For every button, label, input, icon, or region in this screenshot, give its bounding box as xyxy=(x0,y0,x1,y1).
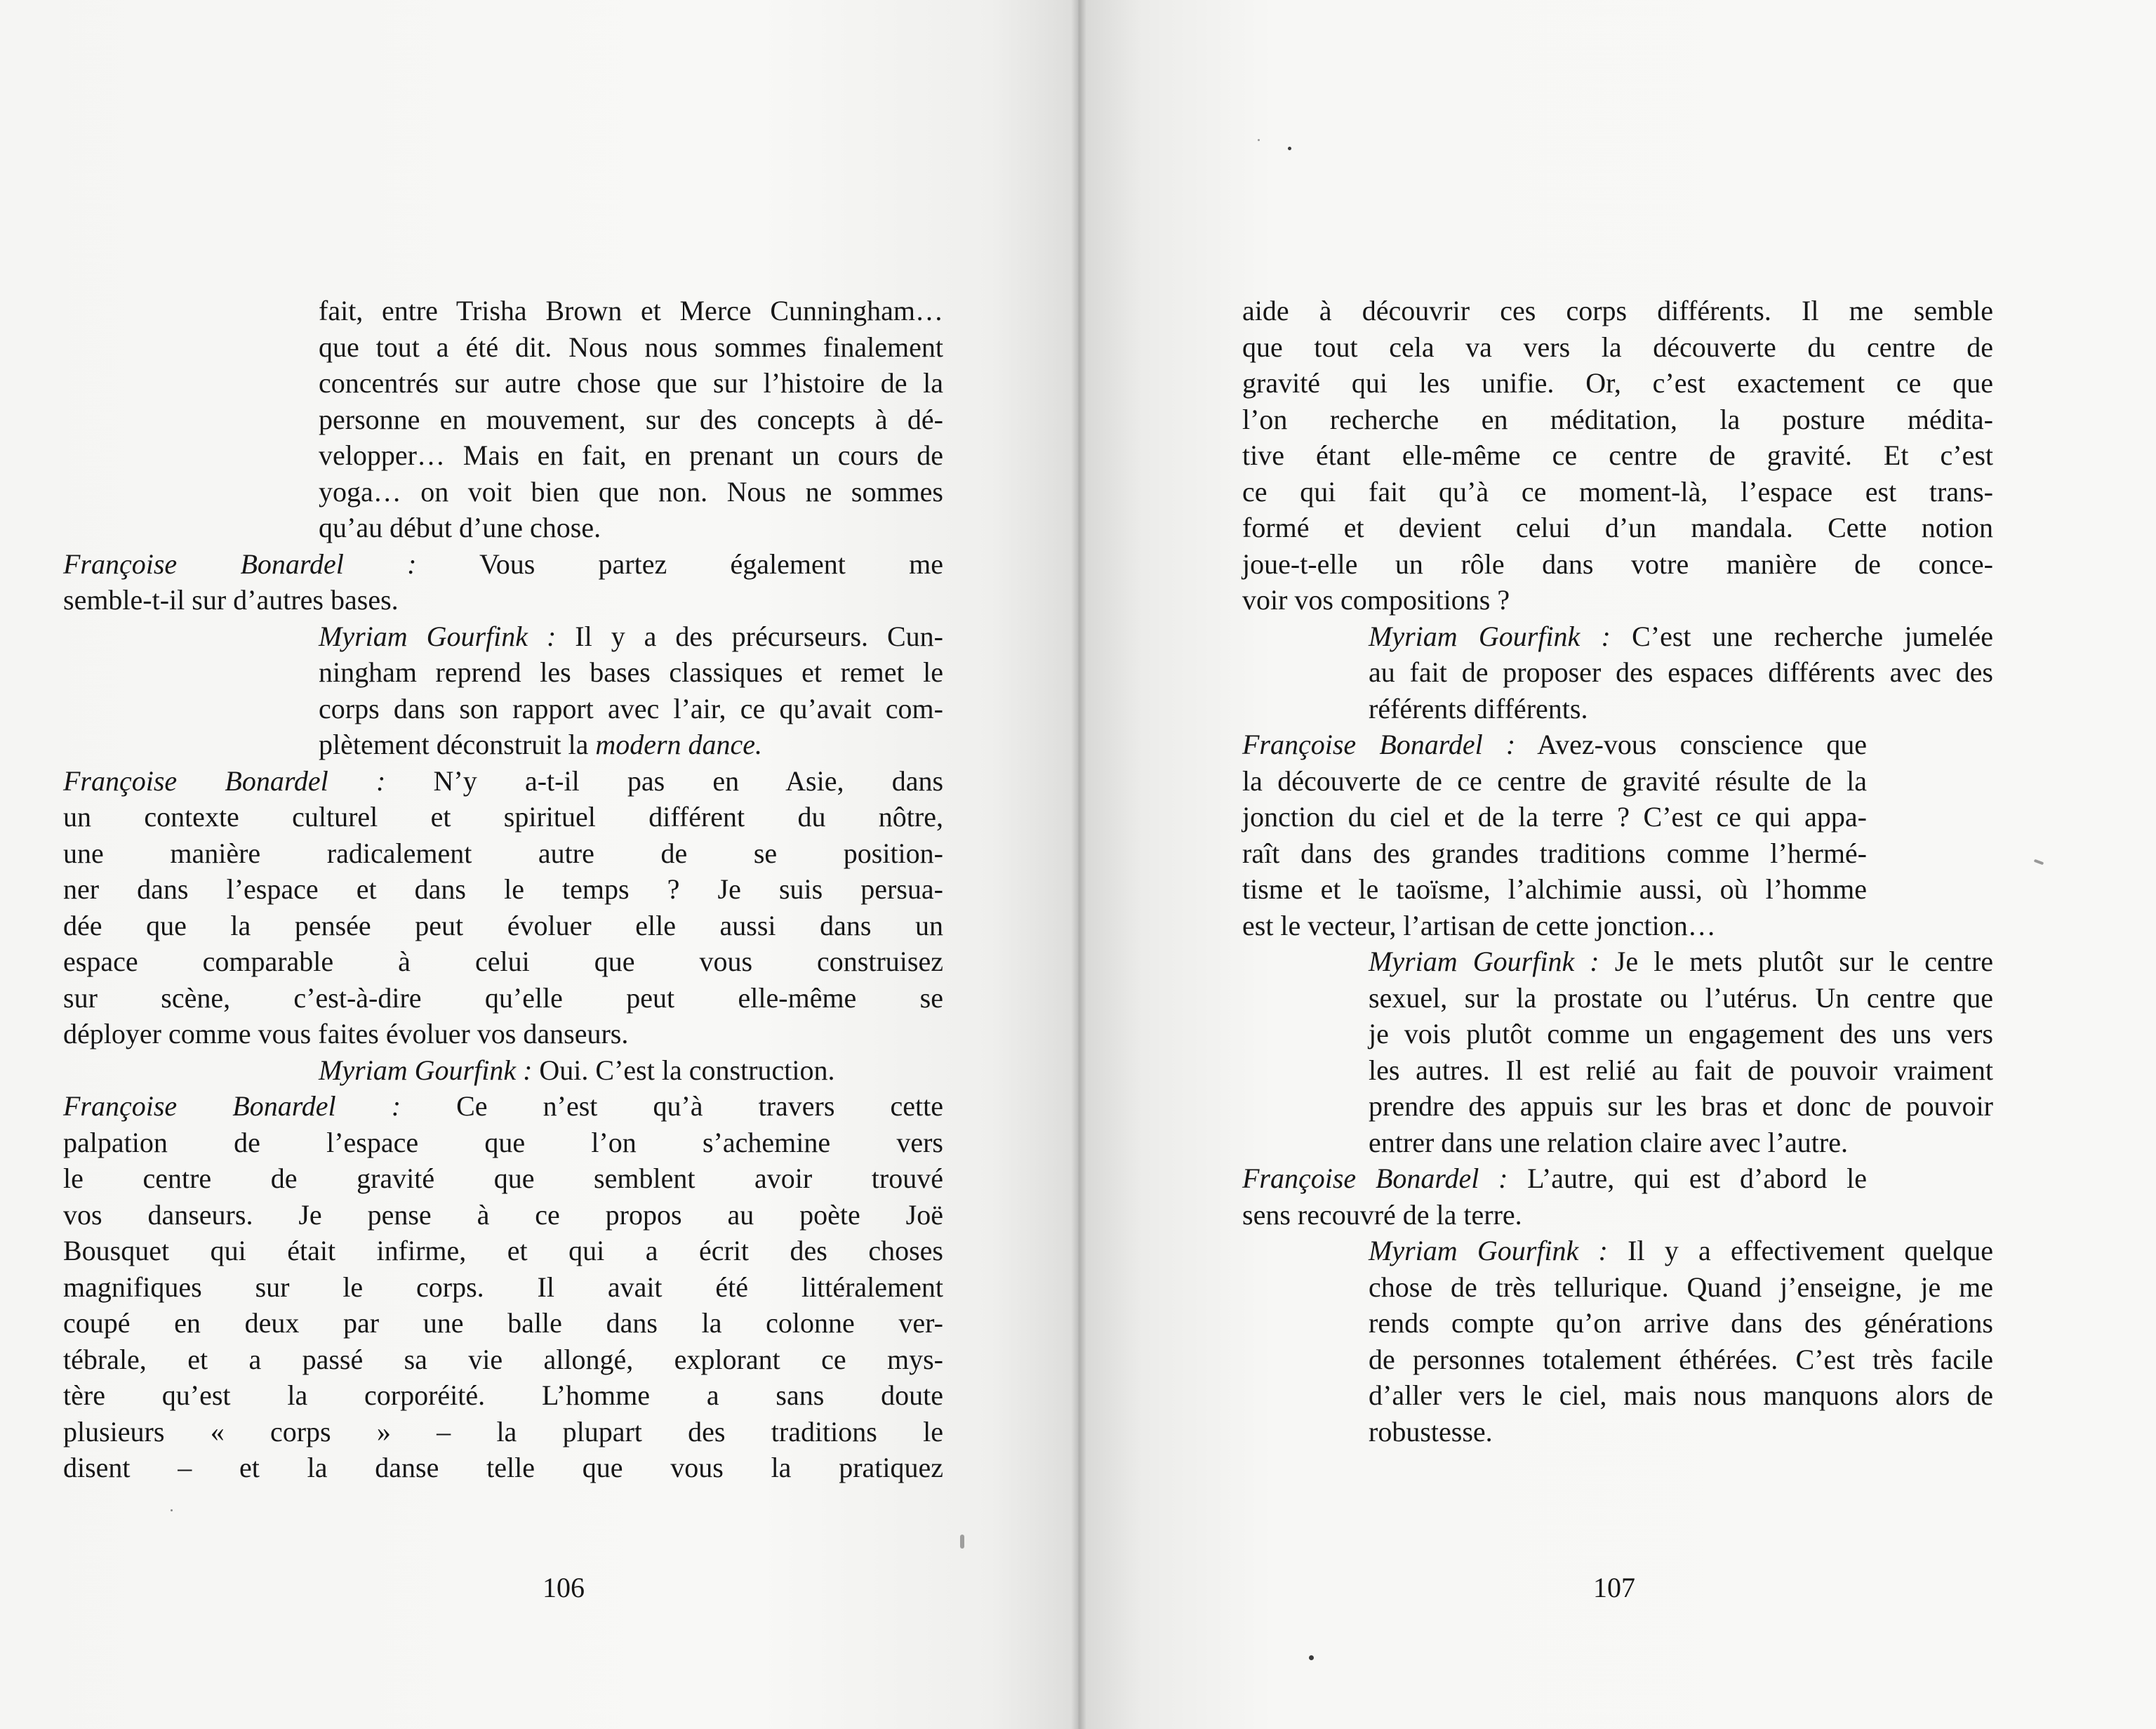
speech-text: Il y a des précurseurs. Cun- xyxy=(575,620,943,652)
speaker-name: Myriam Gourfink : xyxy=(319,1054,533,1086)
text-line: un contexte culturel et spirituel différent du nôtre, xyxy=(63,801,943,833)
text-line: au fait de proposer des espaces différents avec des xyxy=(1369,656,1993,688)
text-line: sexuel, sur la prostate ou l’utérus. Un centre que xyxy=(1369,981,1993,1014)
speech-text: L’autre, qui est d’abord le xyxy=(1527,1162,1868,1194)
text-line: prendre des appuis sur les bras et donc de pouvoir xyxy=(1369,1090,1993,1122)
left-page-text xyxy=(63,293,944,1486)
speech-text: Je le mets plutôt sur le centre xyxy=(1614,946,1993,977)
scan-speck xyxy=(1288,147,1291,150)
text-line xyxy=(319,727,943,763)
text-line: déployer comme vous faites évoluer vos danseurs. xyxy=(63,1018,629,1049)
speech-text: Avez-vous conscience que xyxy=(1537,729,1868,760)
text-line: voir vos compositions ? xyxy=(1242,584,1510,616)
text-line: est le vecteur, l’artisan de cette jonction… xyxy=(1242,909,1716,941)
text-line: Bousquet qui était infirme, et qui a écrit des choses xyxy=(63,1235,943,1266)
speaker-line xyxy=(319,1052,943,1089)
text-line: raît dans des grandes traditions comme l’hermé- xyxy=(1242,837,1867,869)
speech-text: plètement déconstruit la xyxy=(319,729,589,760)
text-line: les autres. Il est relié au fait de pouvoir vraiment xyxy=(1369,1054,1993,1086)
text-line: qu’au début d’une chose. xyxy=(319,512,601,543)
text-line: dée que la pensée peut évoluer elle aussi dans un xyxy=(63,909,943,941)
speech-text: Oui. C’est la construction. xyxy=(539,1054,835,1086)
text-line: chose de très tellurique. Quand j’enseigne, je me xyxy=(1369,1271,1993,1303)
speaker-line xyxy=(63,1088,943,1125)
text-line: que tout cela va vers la découverte du centre de xyxy=(1242,331,1993,363)
speaker-line xyxy=(1242,727,1867,763)
text-line: magnifiques sur le corps. Il avait été littéralement xyxy=(63,1271,943,1303)
text-line: référents différents. xyxy=(1369,692,1588,724)
text-line: sens recouvré de la terre. xyxy=(1242,1198,1522,1231)
text-line: la découverte de ce centre de gravité résulte de la xyxy=(1242,764,1867,797)
text-line: tébrale, et a passé sa vie allongé, explorant ce mys- xyxy=(63,1343,943,1375)
emphasis-text: modern dance. xyxy=(595,729,763,760)
speaker-name: Myriam Gourfink : xyxy=(1369,946,1599,977)
text-line: formé et devient celui d’un mandala. Cette notion xyxy=(1242,512,1993,543)
text-line: plusieurs « corps » – la plupart des traditions le xyxy=(63,1415,943,1448)
text-line: tère qu’est la corporéité. L’homme a sans doute xyxy=(63,1379,943,1411)
text-line: le centre de gravité que semblent avoir trouvé xyxy=(63,1162,943,1194)
scan-speck xyxy=(960,1535,964,1549)
speaker-name: Myriam Gourfink : xyxy=(319,620,557,652)
speaker-line xyxy=(1242,1160,1867,1197)
speaker-line xyxy=(1369,618,1993,655)
text-line: une manière radicalement autre de se position- xyxy=(63,837,943,869)
speech-text: C’est une recherche jumelée xyxy=(1632,620,1993,652)
text-line: coupé en deux par une balle dans la colonne ver- xyxy=(63,1307,943,1339)
text-line: l’on recherche en méditation, la posture médita- xyxy=(1242,403,1993,435)
text-line: aide à découvrir ces corps différents. Il me semble xyxy=(1242,295,1993,326)
page-number-right: 107 xyxy=(1593,1572,1635,1603)
text-line: ningham reprend les bases classiques et remet le xyxy=(319,656,943,688)
text-line: tisme et le taoïsme, l’alchimie aussi, où l’homme xyxy=(1242,873,1867,905)
scan-speck xyxy=(1309,1655,1314,1660)
text-line: je vois plutôt comme un engagement des uns vers xyxy=(1369,1018,1993,1049)
speech-text: Il y a effectivement quelque xyxy=(1628,1235,1993,1266)
text-line: ner dans l’espace et dans le temps ? Je suis persua- xyxy=(63,873,943,905)
speaker-name: Françoise Bonardel : xyxy=(1242,729,1516,760)
speech-text: N’y a-t-il pas en Asie, dans xyxy=(433,764,944,797)
text-line: vos danseurs. Je pense à ce propos au poète Joë xyxy=(63,1198,943,1231)
text-line: semble-t-il sur d’autres bases. xyxy=(63,584,399,616)
page-number-left: 106 xyxy=(543,1572,585,1603)
speaker-line xyxy=(63,546,943,583)
speaker-name: Myriam Gourfink : xyxy=(1369,620,1611,652)
text-line: jonction du ciel et de la terre ? C’est ce qui appa- xyxy=(1242,801,1867,833)
speaker-line xyxy=(319,618,943,655)
text-line: sur scène, c’est-à-dire qu’elle peut elle-même se xyxy=(63,981,943,1014)
text-line: rends compte qu’on arrive dans des générations xyxy=(1369,1307,1993,1339)
speaker-name: Myriam Gourfink : xyxy=(1369,1235,1608,1266)
speech-text: Ce n’est qu’à travers cette xyxy=(456,1090,944,1122)
text-line: gravité qui les unifie. Or, c’est exactement ce que xyxy=(1242,367,1993,399)
speaker-line xyxy=(1369,1233,1993,1269)
speaker-name: Françoise Bonardel : xyxy=(63,764,386,797)
text-line: palpation de l’espace que l’on s’achemine vers xyxy=(63,1126,943,1158)
text-line: tive étant elle-même ce centre de gravité. Et c’est xyxy=(1242,439,1993,471)
text-line: joue-t-elle un rôle dans votre manière de conce- xyxy=(1242,548,1993,580)
text-line: concentrés sur autre chose que sur l’histoire de la xyxy=(319,367,943,399)
text-line: corps dans son rapport avec l’air, ce qu’avait com- xyxy=(319,692,943,724)
scan-speck xyxy=(1258,139,1260,141)
speaker-line xyxy=(63,763,943,800)
speaker-name: Françoise Bonardel : xyxy=(1242,1162,1508,1194)
text-line: que tout a été dit. Nous nous sommes finalement xyxy=(319,331,943,363)
speaker-name: Françoise Bonardel : xyxy=(63,1090,401,1122)
text-line: entrer dans une relation claire avec l’autre. xyxy=(1369,1126,1848,1158)
text-line: robustesse. xyxy=(1369,1415,1493,1448)
speech-text: Vous partez également me xyxy=(479,548,944,580)
scan-speck xyxy=(171,1509,173,1511)
text-line: disent – et la danse telle que vous la pratiquez xyxy=(63,1452,943,1483)
text-line: de personnes totalement éthérées. C’est très facile xyxy=(1369,1343,1993,1375)
text-line: fait, entre Trisha Brown et Merce Cunningham… xyxy=(319,295,943,326)
text-line: espace comparable à celui que vous construisez xyxy=(63,946,943,977)
text-line: velopper… Mais en fait, en prenant un cours de xyxy=(319,439,943,471)
speaker-name: Françoise Bonardel : xyxy=(63,548,417,580)
text-line: personne en mouvement, sur des concepts à dé- xyxy=(319,403,943,435)
text-line: yoga… on voit bien que non. Nous ne sommes xyxy=(319,475,943,508)
right-page-text xyxy=(1242,293,1993,1450)
text-line: ce qui fait qu’à ce moment-là, l’espace est trans- xyxy=(1242,475,1993,508)
text-line: d’aller vers le ciel, mais nous manquons alors de xyxy=(1369,1379,1993,1411)
speaker-line xyxy=(1369,943,1993,980)
book-gutter xyxy=(1071,0,1086,1729)
